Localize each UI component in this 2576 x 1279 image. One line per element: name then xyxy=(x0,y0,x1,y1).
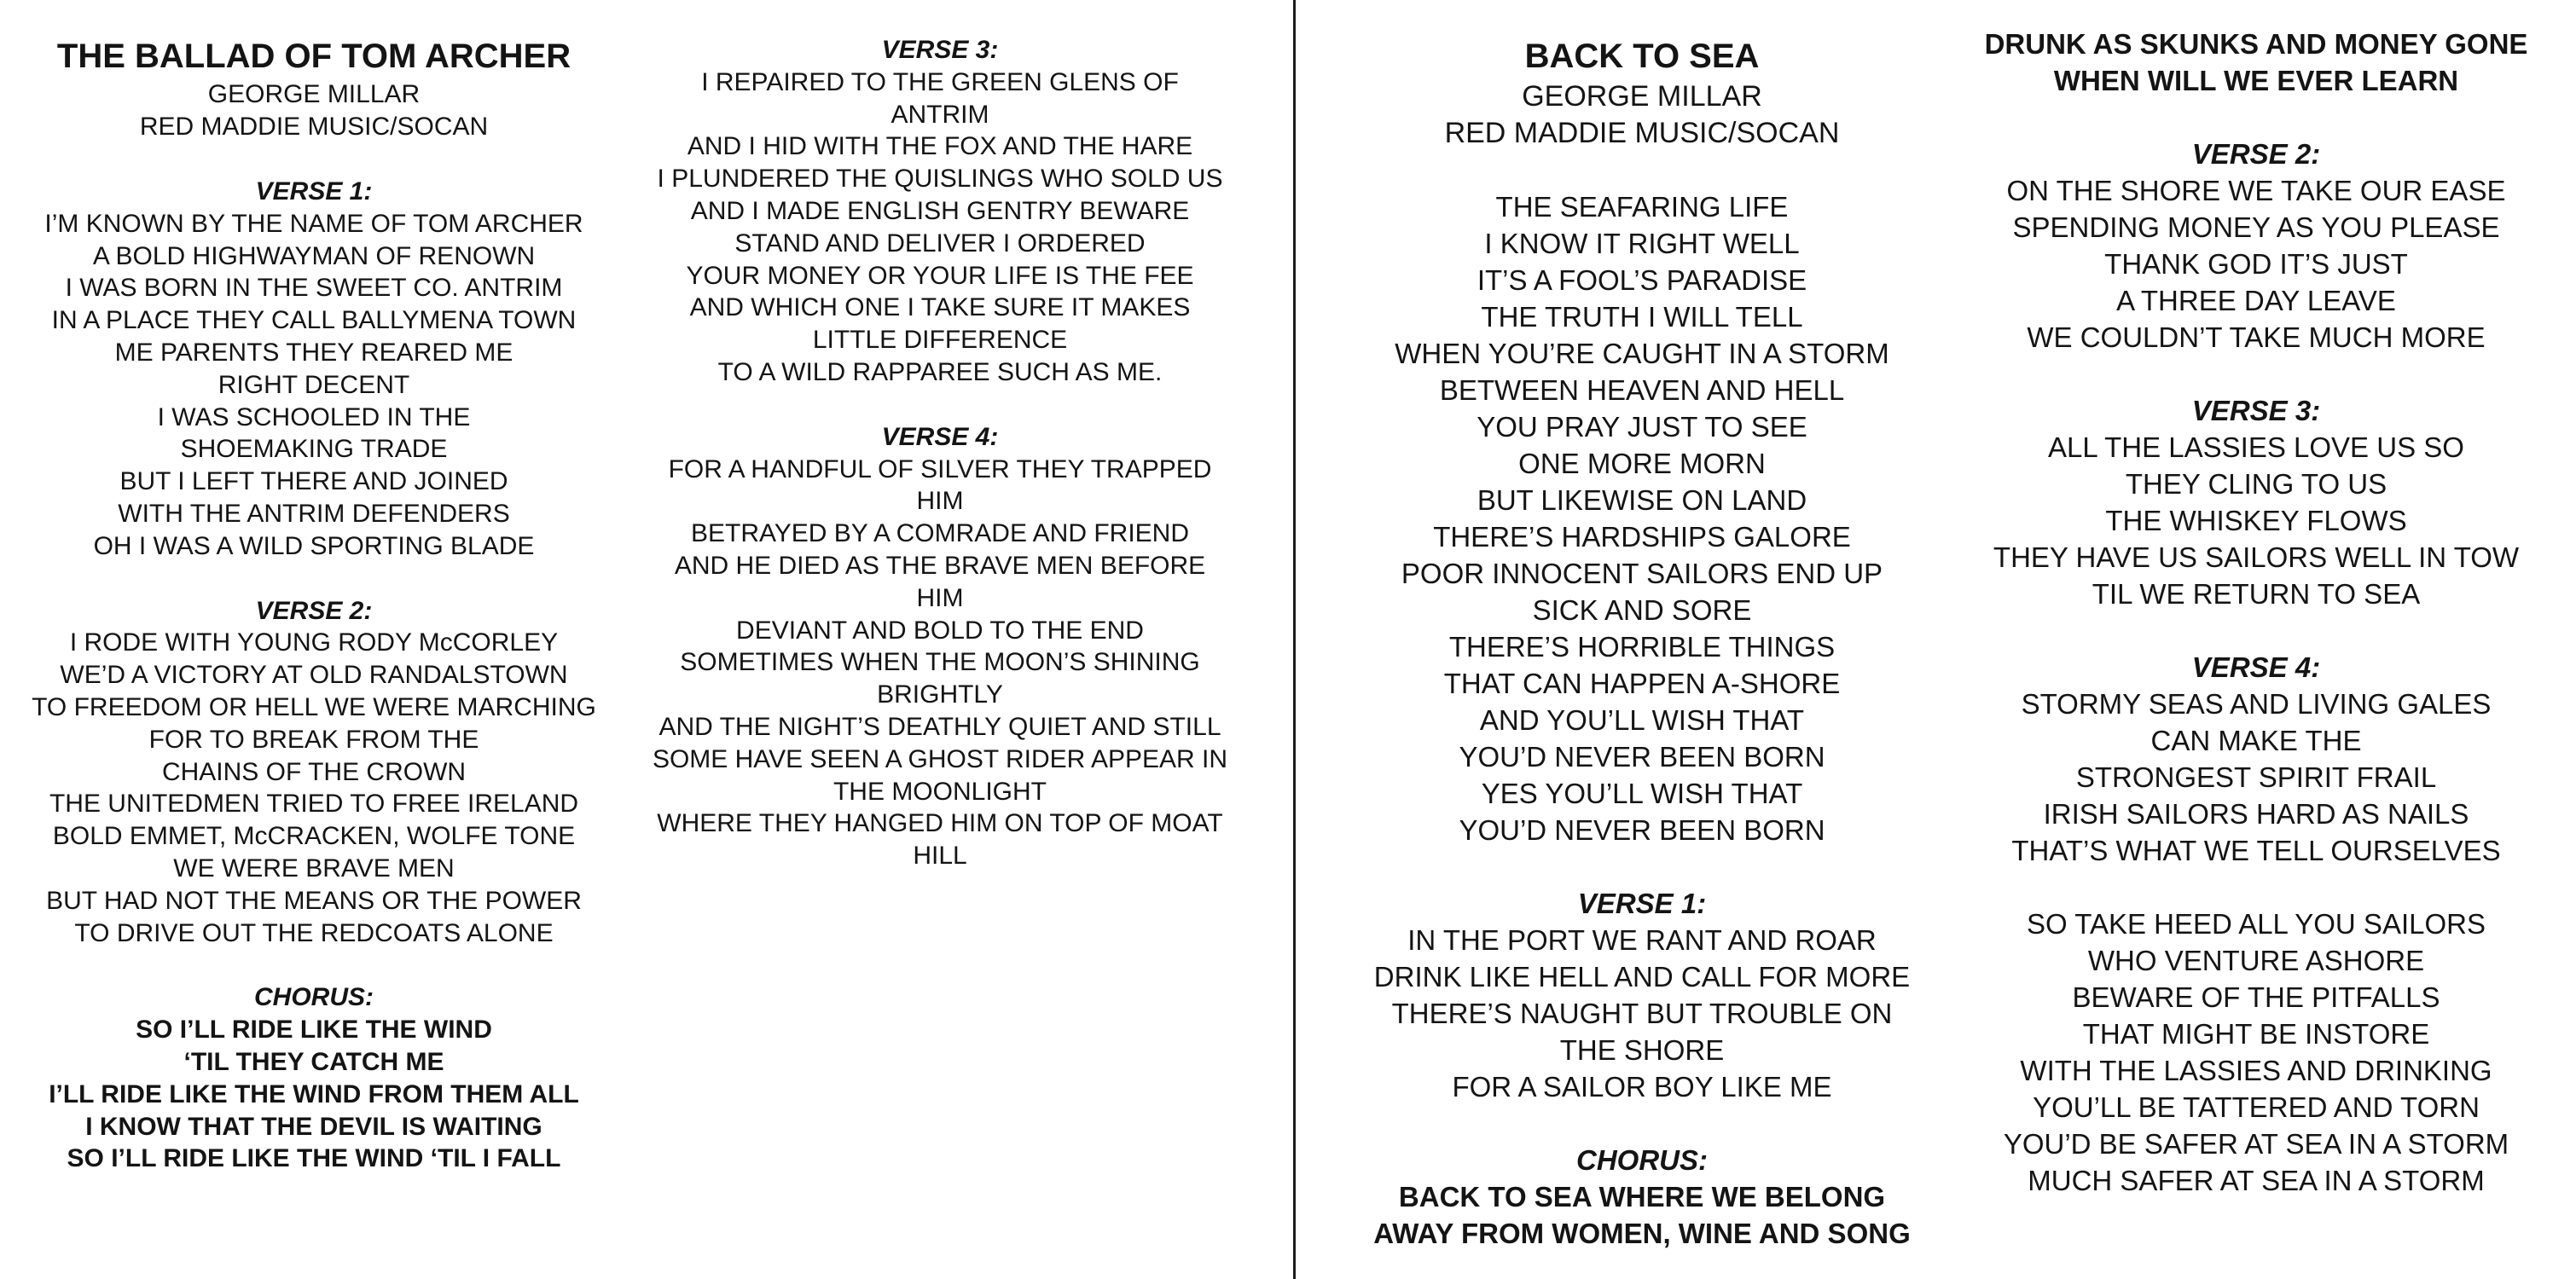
lyric-line: SO I’LL RIDE LIKE THE WIND xyxy=(136,1016,492,1045)
song2-verse3-label: VERSE 3: xyxy=(2191,395,2321,426)
song2-verse1 xyxy=(1348,922,1936,1105)
lyric-line: BACK TO SEA WHERE WE BELONG xyxy=(1398,1181,1886,1212)
lyric-line: THAT’S WHAT WE TELL OURSELVES xyxy=(2011,835,2501,866)
spacer xyxy=(1953,612,2559,649)
lyric-line: FOR TO BREAK FROM THE xyxy=(148,725,479,754)
lyric-line: BUT LIKEWISE ON LAND xyxy=(1477,484,1807,516)
lyric-line: ME PARENTS THEY REARED ME xyxy=(114,338,513,367)
lyric-line: AND I HID WITH THE FOX AND THE HARE xyxy=(687,132,1193,161)
lyric-line: ON THE SHORE WE TAKE OUR EASE xyxy=(2006,175,2506,206)
lyric-line: STORMY SEAS AND LIVING GALES xyxy=(2021,688,2492,720)
lyric-line: I PLUNDERED THE QUISLINGS WHO SOLD US xyxy=(657,165,1223,194)
song2-publisher: RED MADDIE MUSIC/SOCAN xyxy=(1444,117,1840,149)
spacer xyxy=(1953,869,2559,906)
lyric-line: BUT HAD NOT THE MEANS OR THE POWER xyxy=(46,886,582,915)
lyric-line: TO FREEDOM OR HELL WE WERE MARCHING xyxy=(32,692,596,721)
lyric-line: THAT CAN HAPPEN A-SHORE xyxy=(1443,668,1841,699)
lyric-line: I WAS SCHOOLED IN THE xyxy=(157,402,471,431)
lyric-line: STRONGEST SPIRIT FRAIL xyxy=(2075,761,2437,793)
lyric-line: AND I MADE ENGLISH GENTRY BEWARE xyxy=(690,196,1190,225)
lyric-line: FOR A SAILOR BOY LIKE ME xyxy=(1452,1071,1832,1102)
lyric-line: YOU’D NEVER BEEN BORN xyxy=(1459,741,1825,773)
lyric-line: DRINK LIKE HELL AND CALL FOR MORE xyxy=(1373,961,1911,993)
song2-verse4-label: VERSE 4: xyxy=(2191,651,2321,683)
lyric-line: THE SEAFARING LIFE xyxy=(1495,191,1789,223)
lyric-line: I’M KNOWN BY THE NAME OF TOM ARCHER xyxy=(44,209,583,238)
lyric-line: WE COULDN’T TAKE MUCH MORE xyxy=(2027,321,2486,353)
lyric-line: HILL xyxy=(913,842,967,871)
lyric-line: AWAY FROM WOMEN, WINE AND SONG xyxy=(1373,1218,1911,1249)
lyric-line: DRUNK AS SKUNKS AND MONEY GONE xyxy=(1984,28,2528,60)
spacer xyxy=(1348,1105,1936,1142)
lyric-line: THAT MIGHT BE INSTORE xyxy=(2082,1018,2430,1050)
lyric-line: BRIGHTLY xyxy=(877,680,1003,709)
lyric-line: THE WHISKEY FLOWS xyxy=(2105,505,2407,536)
lyric-line: THE MOONLIGHT xyxy=(833,777,1047,806)
song2-intro xyxy=(1348,188,1936,848)
lyric-line: CHAINS OF THE CROWN xyxy=(161,757,467,786)
lyric-line: FOR A HANDFUL OF SILVER THEY TRAPPED xyxy=(668,454,1212,483)
lyric-line: YOU’D BE SAFER AT SEA IN A STORM xyxy=(2003,1128,2509,1160)
lyric-line: WHEN YOU’RE CAUGHT IN A STORM xyxy=(1395,338,1889,369)
lyric-line: WHEN WILL WE EVER LEARN xyxy=(2053,65,2459,96)
lyric-line: BOLD EMMET, McCRACKEN, WOLFE TONE xyxy=(52,822,576,851)
lyric-line: LITTLE DIFFERENCE xyxy=(812,326,1068,355)
song2-verse4 xyxy=(1953,686,2559,869)
lyric-line: WITH THE LASSIES AND DRINKING xyxy=(2020,1055,2492,1086)
lyric-line: YOU’LL BE TATTERED AND TORN xyxy=(2033,1091,2480,1123)
lyric-line: THERE’S HARDSHIPS GALORE xyxy=(1433,521,1851,553)
lyric-line: POOR INNOCENT SAILORS END UP xyxy=(1401,558,1883,589)
lyric-line: I’LL RIDE LIKE THE WIND FROM THEM ALL xyxy=(49,1079,579,1108)
lyric-line: ONE MORE MORN xyxy=(1518,448,1766,479)
lyric-line: TO DRIVE OUT THE REDCOATS ALONE xyxy=(74,918,554,947)
song1-verse1-label: VERSE 1: xyxy=(255,177,373,205)
spacer xyxy=(1953,356,2559,392)
lyric-line: I REPAIRED TO THE GREEN GLENS OF xyxy=(701,67,1179,96)
song1-verse4-label: VERSE 4: xyxy=(881,422,999,451)
lyric-line: A THREE DAY LEAVE xyxy=(2116,285,2396,316)
song2-column-1 xyxy=(1348,34,1936,1252)
song2-chorus-part1 xyxy=(1348,1178,1936,1252)
lyric-line: ALL THE LASSIES LOVE US SO xyxy=(2048,431,2464,463)
lyric-line: IN A PLACE THEY CALL BALLYMENA TOWN xyxy=(51,306,577,335)
song2-chorus-label: CHORUS: xyxy=(1576,1144,1708,1176)
lyric-line: SO I’LL RIDE LIKE THE WIND ‘TIL I FALL xyxy=(67,1144,561,1173)
lyric-line: YOUR MONEY OR YOUR LIFE IS THE FEE xyxy=(686,261,1194,290)
lyric-line: BEWARE OF THE PITFALLS xyxy=(2072,981,2440,1013)
lyric-line: YES YOU’LL WISH THAT xyxy=(1481,778,1803,809)
lyric-line: SOMETIMES WHEN THE MOON’S SHINING xyxy=(680,648,1200,677)
lyric-line: WHERE THEY HANGED HIM ON TOP OF MOAT xyxy=(657,809,1223,838)
lyric-line: SPENDING MONEY AS YOU PLEASE xyxy=(2012,211,2500,243)
lyric-line: WHO VENTURE ASHORE xyxy=(2087,945,2425,976)
song2-title: BACK TO SEA xyxy=(1524,38,1760,75)
lyric-line: AND THE NIGHT’S DEATHLY QUIET AND STILL xyxy=(659,712,1221,741)
lyric-line: AND HE DIED AS THE BRAVE MEN BEFORE xyxy=(674,551,1206,580)
lyric-line: BETRAYED BY A COMRADE AND FRIEND xyxy=(690,519,1190,548)
song2-author: GEORGE MILLAR xyxy=(1522,80,1762,113)
song1-publisher: RED MADDIE MUSIC/SOCAN xyxy=(139,113,489,141)
lyric-line: THEY CLING TO US xyxy=(2125,468,2387,500)
lyric-line: I KNOW THAT THE DEVIL IS WAITING xyxy=(85,1112,542,1141)
lyric-line: THERE’S HORRIBLE THINGS xyxy=(1448,631,1836,663)
song1-verse2-label: VERSE 2: xyxy=(255,596,373,625)
lyric-line: THE TRUTH I WILL TELL xyxy=(1481,301,1803,333)
lyric-line: THE SHORE xyxy=(1559,1034,1725,1066)
song2-verse2-label: VERSE 2: xyxy=(2191,138,2321,170)
lyric-line: IN THE PORT WE RANT AND ROAR xyxy=(1407,924,1877,956)
song2-verse3 xyxy=(1953,429,2559,612)
song2-chorus-part2 xyxy=(1953,26,2559,99)
lyric-line: YOU PRAY JUST TO SEE xyxy=(1477,411,1807,443)
lyric-line: ANTRIM xyxy=(891,100,989,129)
lyric-line: THEY HAVE US SAILORS WELL IN TOW xyxy=(1993,541,2520,573)
song2-verse1-label: VERSE 1: xyxy=(1577,888,1707,919)
lyric-line: WE WERE BRAVE MEN xyxy=(173,854,455,883)
song1-chorus-label: CHORUS: xyxy=(254,983,374,1012)
lyric-line: THE UNITEDMEN TRIED TO FREE IRELAND xyxy=(49,790,579,819)
lyric-line: A BOLD HIGHWAYMAN OF RENOWN xyxy=(92,241,536,270)
lyric-line: SO TAKE HEED ALL YOU SAILORS xyxy=(2027,908,2486,940)
song1-verse3-label: VERSE 3: xyxy=(881,36,999,64)
lyric-line: I WAS BORN IN THE SWEET CO. ANTRIM xyxy=(65,274,563,303)
lyric-line: WE’D A VICTORY AT OLD RANDALSTOWN xyxy=(60,661,568,690)
lyric-line: HIM xyxy=(916,583,964,612)
lyric-line: DEVIANT AND BOLD TO THE END xyxy=(736,616,1144,645)
lyric-line: AND WHICH ONE I TAKE SURE IT MAKES xyxy=(689,293,1191,322)
song2-column-2 xyxy=(1953,26,2559,1199)
lyric-line: BUT I LEFT THERE AND JOINED xyxy=(119,467,508,496)
lyric-line: HIM xyxy=(916,487,964,516)
song1-author: GEORGE MILLAR xyxy=(207,80,421,108)
lyric-line: BETWEEN HEAVEN AND HELL xyxy=(1439,374,1845,406)
lyric-line: I RODE WITH YOUNG RODY McCORLEY xyxy=(69,628,559,657)
lyric-line: TO A WILD RAPPAREE SUCH AS ME. xyxy=(717,357,1163,386)
lyric-line: IRISH SAILORS HARD AS NAILS xyxy=(2043,798,2469,830)
lyric-line: THERE’S NAUGHT BUT TROUBLE ON xyxy=(1391,998,1893,1029)
lyric-line: MUCH SAFER AT SEA IN A STORM xyxy=(2028,1165,2485,1196)
lyric-line: ‘TIL THEY CATCH ME xyxy=(183,1047,444,1076)
lyric-line: STAND AND DELIVER I ORDERED xyxy=(734,229,1146,258)
lyric-line: SHOEMAKING TRADE xyxy=(180,435,448,464)
lyric-line: CAN MAKE THE xyxy=(2150,725,2362,756)
lyric-line: I KNOW IT RIGHT WELL xyxy=(1484,228,1800,259)
song1-title: THE BALLAD OF TOM ARCHER xyxy=(56,38,571,75)
spacer xyxy=(1953,99,2559,136)
spacer xyxy=(1348,152,1936,188)
lyric-line: THANK GOD IT’S JUST xyxy=(2104,248,2408,280)
lyric-line: AND YOU’LL WISH THAT xyxy=(1479,704,1805,736)
lyric-line: RIGHT DECENT xyxy=(218,370,410,399)
lyric-line: SOME HAVE SEEN A GHOST RIDER APPEAR IN xyxy=(652,744,1228,773)
lyric-line: YOU’D NEVER BEEN BORN xyxy=(1459,814,1825,846)
lyric-line: OH I WAS A WILD SPORTING BLADE xyxy=(93,531,535,560)
lyric-line: SICK AND SORE xyxy=(1532,594,1752,626)
lyric-line: WITH THE ANTRIM DEFENDERS xyxy=(118,499,510,528)
song2-outro xyxy=(1953,906,2559,1199)
song2-verse2 xyxy=(1953,172,2559,356)
spacer xyxy=(1348,848,1936,885)
lyric-line: IT’S A FOOL’S PARADISE xyxy=(1477,264,1807,296)
lyric-line: TIL WE RETURN TO SEA xyxy=(2092,578,2421,610)
